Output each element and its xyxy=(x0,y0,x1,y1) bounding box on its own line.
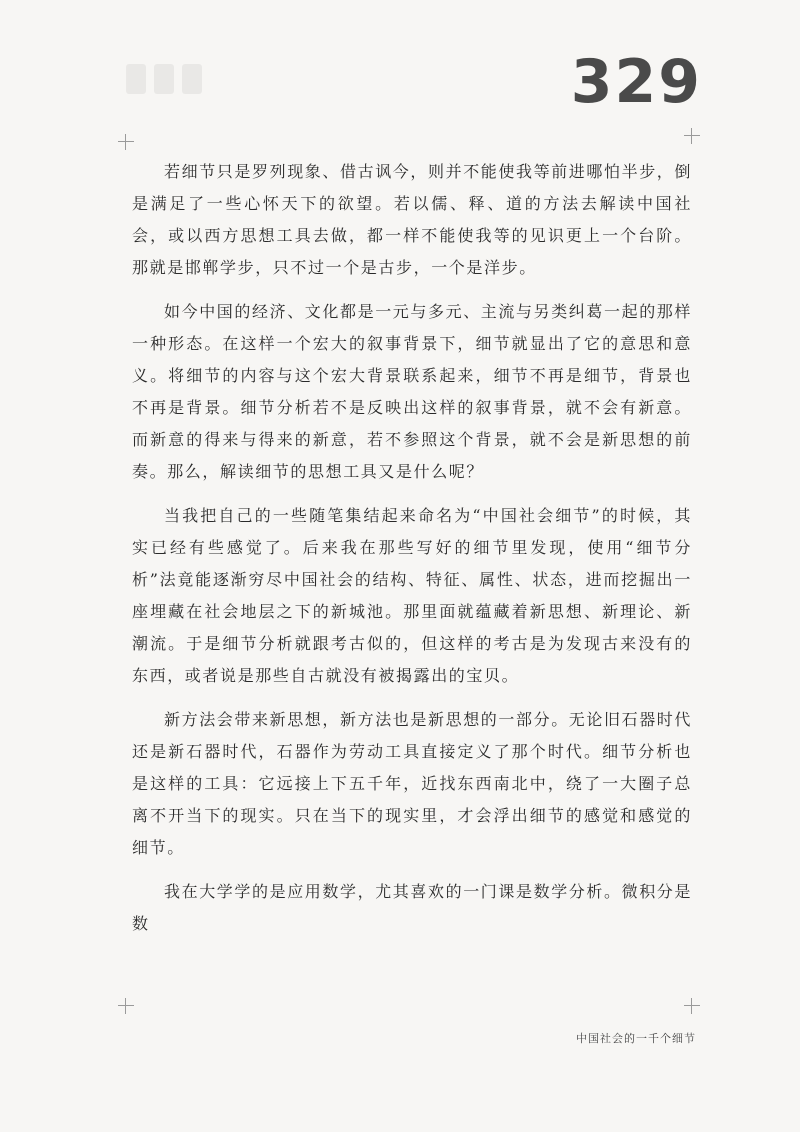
paragraph: 新方法会带来新思想，新方法也是新思想的一部分。无论旧石器时代还是新石器时代，石器作为劳动工具直接定义了那个时代。细节分析也是这样的工具：它远接上下五千年，近找东西南北中，绕了一大圈子总离不开当下的现实。只在当下的现实里，才会浮出细节的感觉和感觉的细节。 xyxy=(132,710,693,857)
paragraph: 当我把自己的一些随笔集结起来命名为“中国社会细节”的时候，其实已经有些感觉了。后来我在那些写好的细节里发现，使用“细节分析”法竟能逐渐穷尽中国社会的结构、特征、属性、状态，进而挖掘出一座埋藏在社会地层之下的新城池。那里面就蕴藏着新思想、新理论、新潮流。于是细节分析就跟考古似的，但这样的考古是为发现古来没有的东西，或者说是那些自古就没有被揭露出的宝贝。 xyxy=(132,506,692,685)
crop-mark-top-left xyxy=(118,134,134,150)
crop-mark-bottom-left xyxy=(118,998,134,1014)
paragraph: 如今中国的经济、文化都是一元与多元、主流与另类纠葛一起的那样一种形态。在这样一个宏大的叙事背景下，细节就显出了它的意思和意义。将细节的内容与这个宏大背景联系起来，细节不再是细节，背景也不再是背景。细节分析若不是反映出这样的叙事背景，就不会有新意。而新意的得来与得来的新意，若不参照这个背景，就不会是新思想的前奏。那么，解读细节的思想工具又是什么呢？ xyxy=(132,302,693,481)
faint-page-mark xyxy=(126,64,214,98)
paragraph: 我在大学学的是应用数学，尤其喜欢的一门课是数学分析。微积分是数 xyxy=(132,882,693,933)
body-text xyxy=(132,156,692,952)
page-number: 329 xyxy=(570,47,702,117)
paragraph: 若细节只是罗列现象、借古讽今，则并不能使我等前进哪怕半步，倒是满足了一些心怀天下的欲望。若以儒、释、道的方法去解读中国社会，或以西方思想工具去做，都一样不能使我等的见识更上一个台阶。那就是邯郸学步，只不过一个是古步，一个是洋步。 xyxy=(132,162,693,277)
crop-mark-bottom-right xyxy=(684,998,700,1014)
running-footer: 中国社会的一千个细节 xyxy=(576,1032,696,1045)
crop-mark-top-right xyxy=(684,128,700,144)
